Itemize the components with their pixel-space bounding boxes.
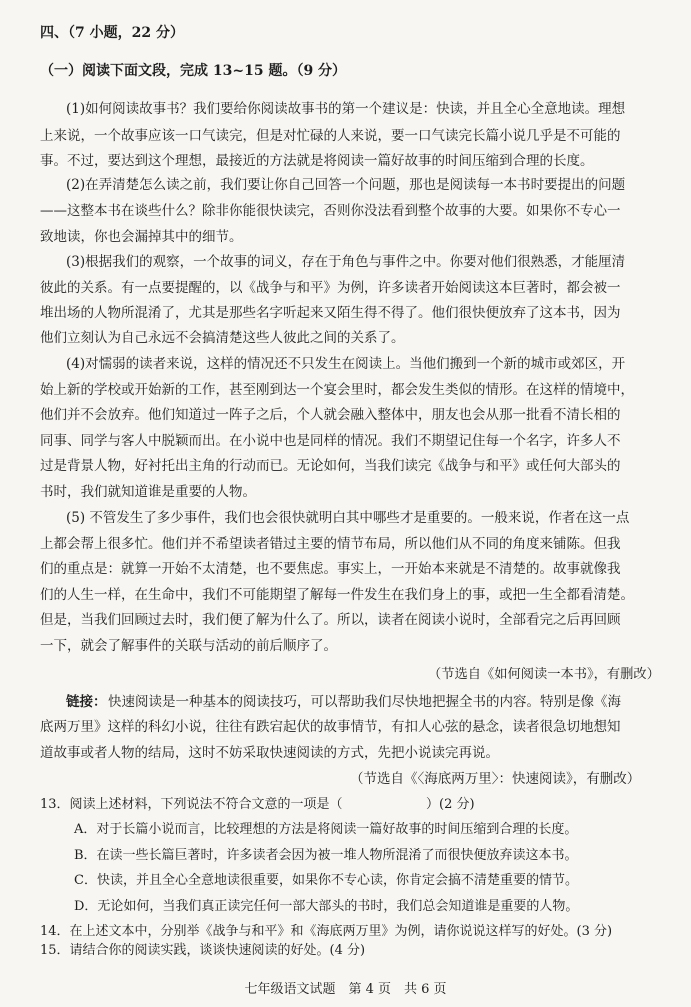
passage-source: （节选自《如何阅读一本书》，有删改） (428, 667, 660, 682)
question-13-option-a: A．对于长篇小说而言，比较理想的方法是将阅读一篇好故事的时间压缩到合理的长度。 (74, 822, 578, 837)
passage-line: 书时，我们就知道谁是重要的人物。 (40, 484, 256, 500)
question-13-option-b: B．在读一些长篇巨著时，许多读者会因为被一堆人物所混淆了而很快便放弃读这本书。 (74, 848, 578, 863)
passage-line: 他们并不会放弃。他们知道过一阵子之后，个人就会融入整体中，朋友也会从那一批看不清长相的 (40, 407, 621, 423)
passage-line: 始上新的学校或开始新的工作，甚至刚到达一个宴会里时，都会发生类似的情形。在这样的情境中， (40, 382, 634, 398)
passage-line: 们的人生一样，在生命中，我们不可能期望了解每一件发生在我们身上的事，或把一生全都看清楚。 (40, 587, 634, 603)
passage-line: 一下，就会了解事件的关联与活动的前后顺序了。 (40, 638, 337, 654)
passage-line: (5) 不管发生了多少事件，我们也会很快就明白其中哪些才是重要的。一般来说，作者在这一点 (66, 510, 630, 526)
passage-line: (3)根据我们的观察，一个故事的词义，存在于角色与事件之中。你要对他们很熟悉，才能厘清 (66, 254, 626, 270)
passage-line: 彼此的关系。有一点要提醒的，以《战争与和平》为例，许多读者开始阅读这本巨著时，都会被一 (40, 280, 621, 296)
link-line: 道故事或者人物的结局，这时不妨采取快速阅读的方式，先把小说读完再说。 (40, 745, 499, 761)
passage-line: 过是背景人物，好衬托出主角的行动而已。无论如何，当我们读完《战争与和平》或任何大部头的 (40, 458, 621, 474)
link-line: 底两万里》这样的科幻小说，往往有跌宕起伏的故事情节，有扣人心弦的悬念，读者很急切地想知 (40, 719, 621, 735)
passage-line: ——这整本书在谈些什么？除非你能很快读完，否则你没法看到整个故事的大要。如果你不专心一 (40, 203, 621, 219)
passage-line: (4)对懦弱的读者来说，这样的情况还不只发生在阅读上。当他们搬到一个新的城市或郊区，开 (66, 356, 626, 372)
passage-line: 他们立刻认为自己永远不会搞清楚这些人彼此之间的关系了。 (40, 330, 405, 346)
passage-line: 但是，当我们回顾过去时，我们便了解为什么了。所以，读者在阅读小说时，全部看完之后再回顾 (40, 612, 621, 628)
question-14: 14．在上述文本中，分别举《战争与和平》和《海底两万里》为例，请你说说这样写的好处。(3 分) (40, 924, 613, 939)
question-13-points: ）(2 分) (426, 797, 475, 812)
passage-line: (2)在弄清楚怎么读之前，我们要让你自己回答一个问题，那也是阅读每一本书时要提出的问题 (66, 177, 626, 193)
passage-line: (1)如何阅读故事书？我们要给你阅读故事书的第一个建议是：快读，并且全心全意地读。理想 (66, 101, 626, 117)
question-13-option-d: D．无论如何，当我们真正读完任何一部大部头的书时，我们总会知道谁是重要的人物。 (74, 899, 579, 914)
question-15: 15．请结合你的阅读实践，谈谈快速阅读的好处。(4 分) (40, 943, 366, 958)
passage-line: 们的重点是：就算一开始不太清楚，也不要焦虑。事实上，一开始本来就是不清楚的。故事就像我 (40, 561, 621, 577)
link-label: 链接： (66, 694, 107, 710)
passage-line: 事。不过，要达到这个理想，最接近的方法就是将阅读一篇好故事的时间压缩到合理的长度。 (40, 153, 594, 169)
section-title: 四、（7 小题，22 分） (40, 25, 184, 41)
question-13-stem: 13．阅读上述材料，下列说法不符合文意的一项是（ (40, 797, 343, 812)
passage-line: 同事、同学与客人中脱颖而出。在小说中也是同样的情况。我们不期望记住每一个名字，许多人不 (40, 433, 621, 449)
passage-line: 上都会帮上很多忙。他们并不希望读者错过主要的情节布局，所以他们从不同的角度来铺陈。但我 (40, 536, 621, 552)
passage-line: 上来说，一个故事应该一口气读完，但是对忙碌的人来说，要一口气读完长篇小说几乎是不可能的 (40, 128, 621, 144)
passage-line: 堆出场的人物所混淆了，尤其是那些名字听起来又陌生得不得了。他们很快便放弃了这本书，因为 (40, 305, 621, 321)
passage-line: 致地读，你也会漏掉其中的细节。 (40, 229, 243, 245)
link-source: （节选自《〈海底两万里〉：快速阅读》，有删改） (350, 771, 641, 787)
part-title: （一）阅读下面文段，完成 13~15 题。（9 分） (40, 63, 347, 79)
page-footer: 七年级语文试题 第 4 页 共 6 页 (244, 982, 447, 997)
question-13-option-c: C．快读，并且全心全意地读很重要，如果你不专心读，你肯定会搞不清楚重要的情节。 (74, 873, 578, 888)
link-line: 快速阅读是一种基本的阅读技巧，可以帮助我们尽快地把握全书的内容。特别是像《海 (108, 694, 621, 710)
